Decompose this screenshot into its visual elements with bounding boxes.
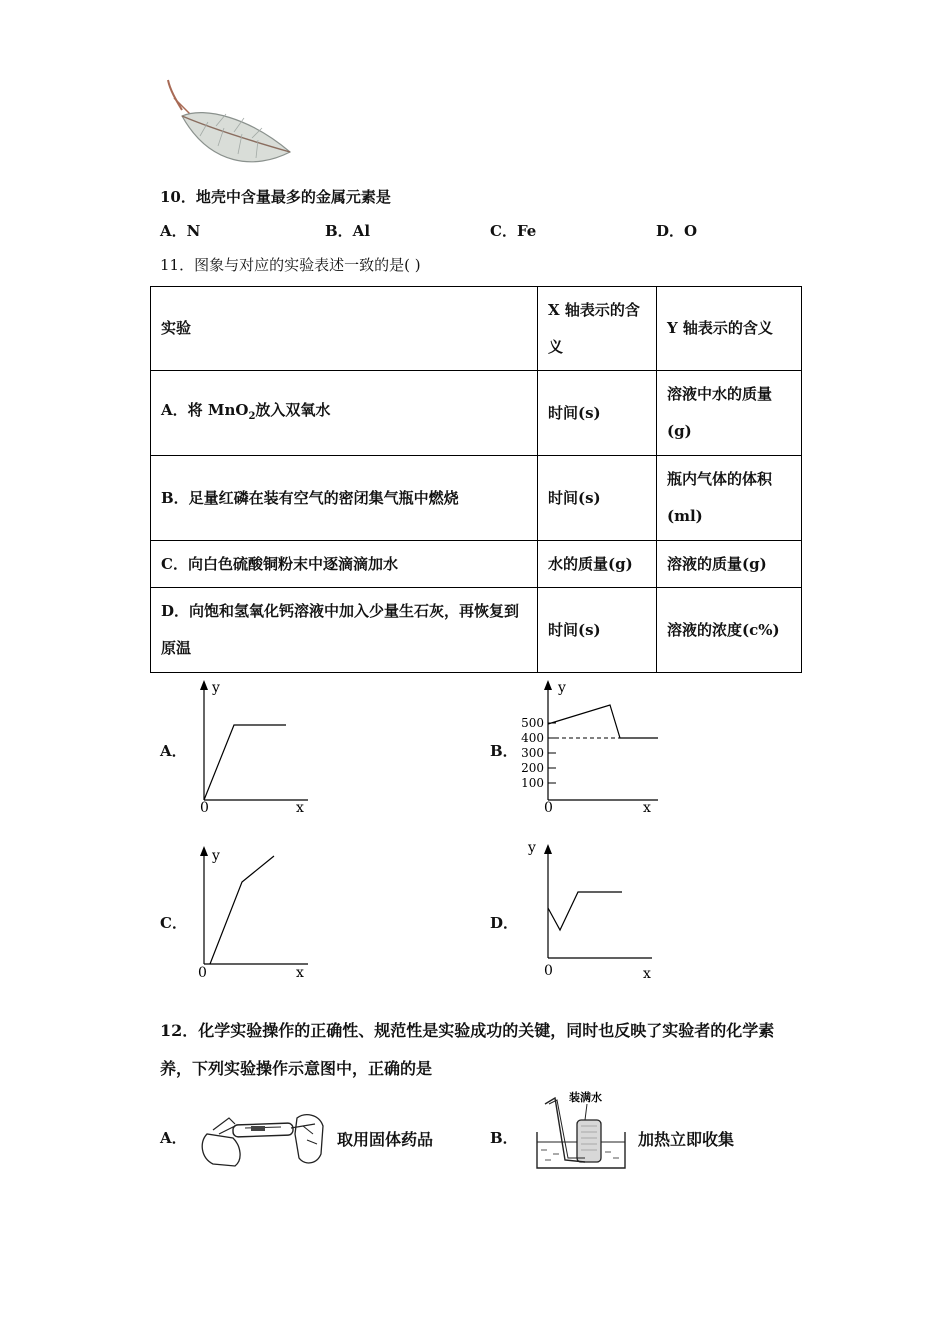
- q11-question: 11．图象与对应的实验表述一致的是( ): [160, 256, 421, 274]
- table-cell-x: 时间(s): [538, 371, 657, 456]
- table-cell-x: 时间(s): [538, 588, 657, 673]
- graph-a-series-line: [204, 725, 286, 800]
- graph-d-y-label: y: [528, 840, 536, 856]
- table-cell-y: 溶液的浓度(c%): [657, 588, 802, 673]
- q10-option-d[interactable]: D．O: [656, 222, 698, 240]
- table-header-x: X 轴表示的含义: [538, 287, 657, 371]
- graph-b-origin: 0: [544, 800, 553, 816]
- graph-b-x-label: x: [643, 800, 651, 816]
- graph-a-y-label: y: [212, 680, 220, 696]
- graph-option-a[interactable]: A．: [160, 742, 187, 760]
- q12-question-line1: 12．化学实验操作的正确性、规范性是实验成功的关键，同时也反映了实验者的化学素: [160, 1021, 775, 1040]
- table-cell-experiment: A．将 MnO$_2$放入双氧水: [151, 371, 538, 456]
- table-cell-y: 瓶内气体的体积(ml): [657, 456, 802, 541]
- q10-question: 10．地壳中含量最多的金属元素是: [160, 188, 391, 206]
- graph-a-x-label: x: [296, 800, 304, 816]
- graph-d-x-label: x: [643, 966, 651, 982]
- table-row: [151, 541, 802, 588]
- graph-b: [520, 676, 665, 818]
- graph-d-origin: 0: [544, 963, 553, 979]
- graph-option-b[interactable]: B．: [490, 742, 518, 760]
- table-row: [151, 456, 802, 541]
- graph-c-series-line: [210, 856, 274, 964]
- graph-c-y-arrow: [200, 846, 208, 856]
- graph-option-c[interactable]: C．: [160, 914, 187, 932]
- graph-b-series-line: [548, 705, 658, 738]
- table-row: [151, 371, 802, 456]
- table-cell-y: 溶液的质量(g): [657, 541, 802, 588]
- table-cell-experiment: C．向白色硫酸铜粉末中逐滴滴加水: [151, 541, 538, 588]
- table-header-row: [151, 287, 802, 371]
- graph-b-tick-label: 200: [521, 761, 544, 775]
- graph-c-x-label: x: [296, 965, 304, 981]
- q12-option-a-text: 取用固体药品: [337, 1130, 434, 1149]
- graph-b-tick-label: 100: [521, 776, 544, 790]
- graph-a-y-arrow: [200, 680, 208, 690]
- q12-option-b-text: 加热立即收集: [638, 1130, 735, 1149]
- table-cell-experiment: B．足量红磷在装有空气的密闭集气瓶中燃烧: [151, 456, 538, 541]
- graph-d: [520, 836, 665, 982]
- graph-c-origin: 0: [198, 965, 207, 981]
- q10-option-a[interactable]: A．N: [160, 222, 201, 240]
- q12-option-b-label[interactable]: B．: [490, 1129, 518, 1147]
- q12-option-a-label[interactable]: A．: [160, 1129, 187, 1147]
- table-cell-x: 时间(s): [538, 456, 657, 541]
- table-cell-x: 水的质量(g): [538, 541, 657, 588]
- q10-option-c[interactable]: C．Fe: [490, 222, 537, 240]
- graph-a: [190, 676, 315, 818]
- graph-b-tick-label: 500: [521, 716, 544, 730]
- graph-b-y-label: y: [558, 680, 566, 696]
- table-row: [151, 588, 802, 673]
- q11-table: [150, 286, 802, 673]
- graph-b-y-arrow: [544, 680, 552, 690]
- table-cell-y: 溶液中水的质量(g): [657, 371, 802, 456]
- gas-collection-figure-label: 装满水: [569, 1091, 602, 1104]
- graph-d-y-arrow: [544, 844, 552, 854]
- gas-collection-figure: [525, 1088, 635, 1174]
- graph-c-y-label: y: [212, 848, 220, 864]
- q10-option-b[interactable]: B．Al: [325, 222, 371, 240]
- graph-b-tick-label: 300: [521, 746, 544, 760]
- table-header-y: Y 轴表示的含义: [657, 287, 802, 371]
- graph-option-d[interactable]: D．: [490, 914, 519, 932]
- graph-c: [190, 842, 315, 984]
- leaf-image: [160, 78, 295, 173]
- table-cell-experiment: D．向饱和氢氧化钙溶液中加入少量生石灰，再恢复到原温: [151, 588, 538, 673]
- test-tube-figure: [195, 1104, 330, 1172]
- graph-d-series-line: [548, 892, 622, 930]
- graph-b-tick-label: 400: [521, 731, 544, 745]
- table-header-experiment: 实验: [151, 287, 538, 371]
- q12-question-line2: 养，下列实验操作示意图中，正确的是: [160, 1059, 433, 1078]
- graph-a-origin: 0: [200, 800, 209, 816]
